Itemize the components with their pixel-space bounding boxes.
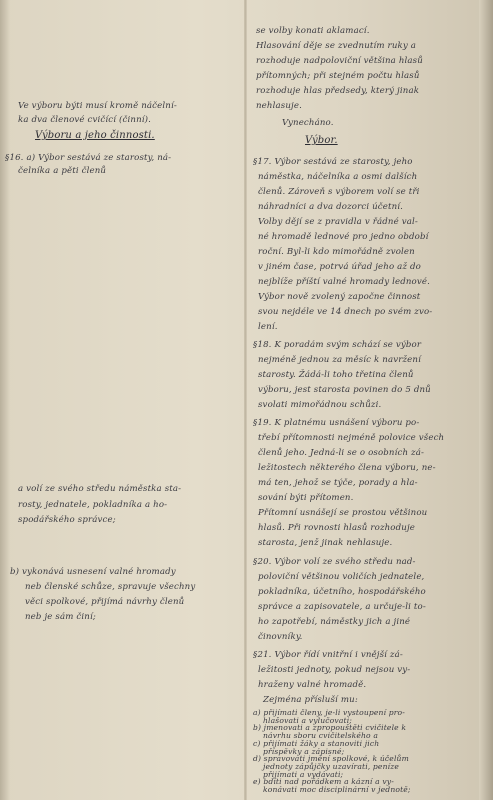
right-column-line: §18. K poradám svým schází se výbor: [253, 340, 422, 350]
right-column-line: rozhoduje nadpoloviční většina hlasů: [256, 56, 423, 66]
right-column-line: výboru, jest starosta povinen do 5 dnů: [258, 385, 431, 395]
right-column-line: ležitostech některého člena výboru, ne-: [258, 463, 436, 473]
right-column-line: hraženy valné hromadě.: [258, 680, 367, 690]
right-column-line: Přítomní usnášejí se prostou většinou: [258, 508, 428, 518]
right-column-line: nehlasuje.: [256, 101, 302, 111]
page-edge-right: [479, 0, 493, 800]
right-column-line: pokladníka, účetního, hospodářského: [258, 587, 426, 597]
right-column-line: §20. Výbor volí ze svého středu nad-: [253, 557, 416, 567]
right-column-line: b) jmenovati a zpropouštěti cvičitele k: [253, 723, 407, 733]
page-edge-left: [0, 0, 10, 800]
right-column-line: Výbor.: [305, 135, 338, 146]
right-column-line: Vynecháno.: [282, 118, 334, 128]
left-column-line: neb je sám činí;: [25, 612, 96, 622]
left-column-line: Ve výboru býti musí kromě náčelní-: [18, 101, 177, 111]
right-column-line: přítomných; při stejném počtu hlasů: [256, 71, 420, 81]
right-column-line: ho zapotřebí, náměstky jich a jiné: [258, 617, 411, 627]
right-column-line: starosty. Žádá-li toho třetina členů: [258, 370, 414, 380]
right-column-line: sování býti přítomen.: [258, 493, 354, 503]
right-column-line: poloviční většinou voličích jednatele,: [258, 572, 425, 582]
left-column-line: čelníka a pěti členů: [18, 166, 107, 176]
right-column-line: Zejména přísluší mu:: [263, 695, 358, 705]
right-column-line: jednoty zápůjčky uzavírati, peníze: [263, 761, 399, 771]
right-column-line: činovníky.: [258, 632, 303, 642]
right-column-line: ležitosti jednoty, pokud nejsou vy-: [258, 665, 411, 675]
right-column-line: §17. Výbor sestává ze starosty, jeho: [253, 157, 413, 167]
right-column-line: lení.: [258, 322, 278, 332]
right-column-line: hlasů. Při rovnosti hlasů rozhoduje: [258, 523, 416, 533]
right-column-line: rozhoduje hlas předsedy, který jinak: [256, 86, 420, 96]
right-column-line: návrhu sboru cvičitelského a: [263, 731, 379, 741]
right-column-line: náměstka, náčelníka a osmi dalších: [258, 172, 418, 182]
right-column-line: né hromadě lednové pro jedno období: [258, 232, 429, 242]
left-column-line: §16. a) Výbor sestává ze starosty, ná-: [5, 153, 172, 163]
right-column-line: c) přijímati žáky a stanoviti jich: [253, 738, 380, 748]
right-column-line: Výbor nově zvolený započne činnost: [258, 292, 421, 302]
right-column-line: Volby dějí se z pravidla v řádné val-: [258, 217, 418, 227]
right-column-line: a) přijímati členy, je-li vystoupení pro-: [253, 708, 405, 717]
right-column-line: příspěvky a zápisné;: [263, 746, 345, 756]
right-column-line: e) bdíti nad pořádkem a kázní a vy-: [253, 777, 394, 787]
right-column-line: Hlasování děje se zvednutím ruky a: [256, 41, 417, 51]
left-column-line: spodářského správce;: [18, 515, 116, 525]
page-fold: [244, 0, 247, 800]
right-column-line: přijímati a vydávati;: [263, 769, 344, 779]
right-column-line: nejméně jednou za měsíc k navržení: [258, 355, 421, 365]
right-column-line: náhradníci a dva dozorci účetní.: [258, 202, 404, 212]
right-column-line: členů jeho. Jedná-li se o osobních zá-: [258, 448, 425, 458]
left-column-line: rosty, jednatele, pokladníka a ho-: [18, 500, 168, 510]
right-column-line: svolati mimořádnou schůzi.: [258, 400, 382, 410]
left-column-line: b) vykonává usnesení valné hromady: [10, 567, 176, 577]
right-column-line: §21. Výbor řídí vnitřní i vnější zá-: [253, 650, 403, 660]
left-column-line: neb členské schůze, spravuje všechny: [25, 582, 196, 592]
right-column-line: hlašovati a vylučovati;: [263, 715, 352, 725]
right-column-line: d) spravovati jmění spolkové, k účelům: [253, 754, 409, 764]
right-column-line: třebí přítomnosti nejméně polovice všech: [258, 433, 445, 443]
right-column-line: konávati moc disciplinární v jednotě;: [263, 785, 411, 794]
right-column-line: členů. Zároveň s výborem volí se tři: [258, 187, 420, 197]
left-column-line: věci spolkové, přijímá návrhy členů: [25, 597, 185, 607]
right-column-line: svou nejdéle ve 14 dnech po svém zvo-: [258, 307, 433, 317]
right-column-line: správce a zapisovatele, a určuje-li to-: [258, 602, 426, 612]
right-column-line: se volby konati aklamací.: [256, 26, 370, 36]
left-column-line: Výboru a jeho činnosti.: [35, 130, 155, 141]
right-column-line: §19. K platnému usnášení výboru po-: [253, 418, 420, 428]
right-column-line: má ten, jehož se týče, porady a hla-: [258, 478, 418, 488]
left-column-line: ka dva členové cvičící (činní).: [18, 115, 152, 125]
left-column-line: a volí ze svého středu náměstka sta-: [18, 484, 182, 494]
right-column-line: nejblíže příští valné hromady lednové.: [258, 277, 431, 287]
right-column-line: roční. Byl-li kdo mimořádně zvolen: [258, 247, 415, 257]
right-column-line: starosta, jenž jinak nehlasuje.: [258, 538, 393, 548]
right-column-line: v jiném čase, potrvá úřad jeho až do: [258, 262, 421, 272]
